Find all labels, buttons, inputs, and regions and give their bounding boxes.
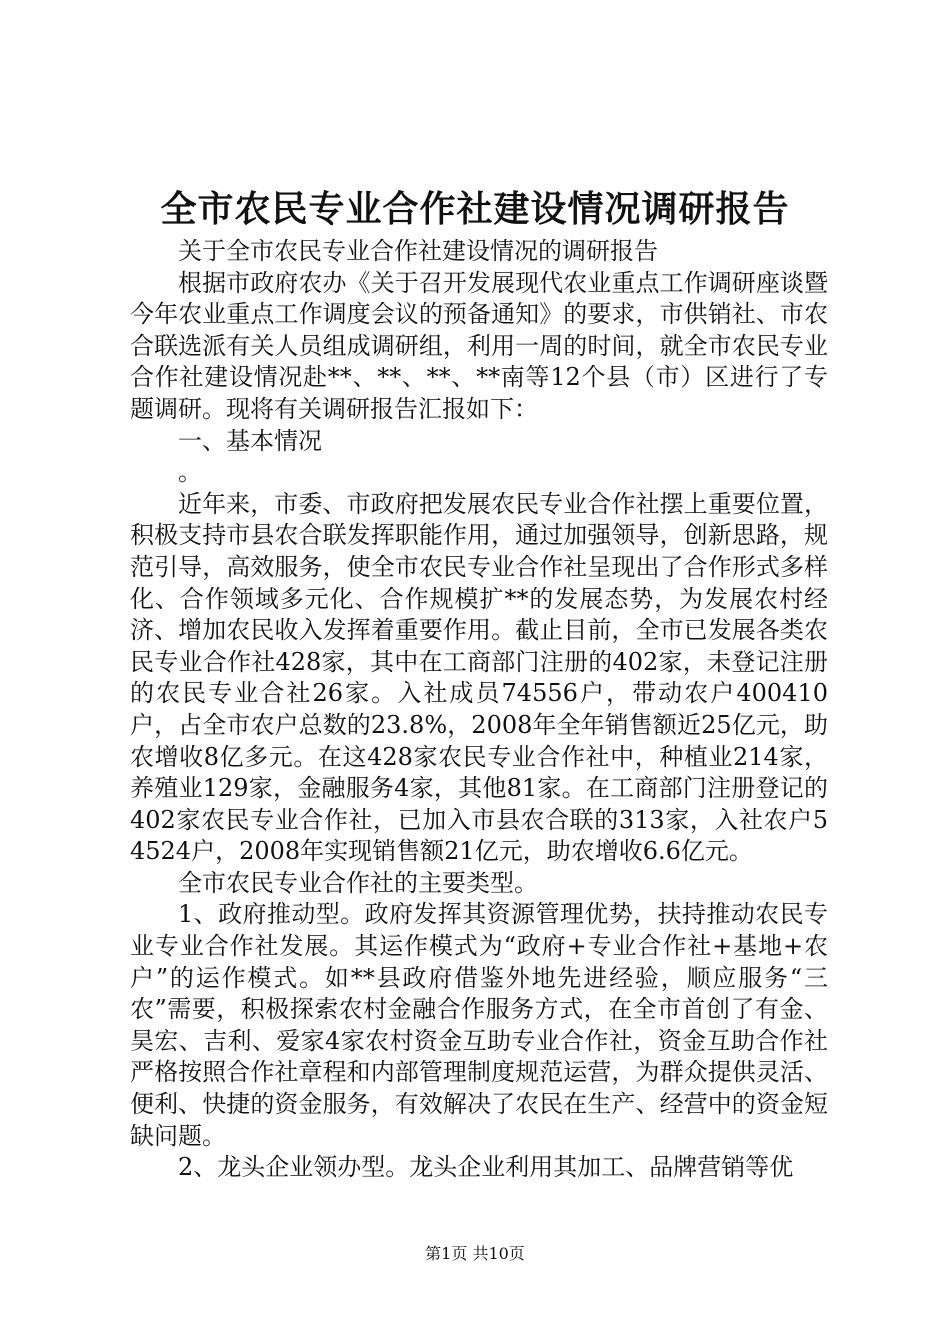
paragraph-period: 。 — [178, 458, 202, 487]
section-heading-basic: 一、基本情况 — [178, 426, 322, 455]
paragraph-types-heading: 全市农民专业合作社的主要类型。 — [178, 868, 538, 897]
paragraph-subtitle: 关于全市农民专业合作社建设情况的调研报告 — [178, 237, 658, 265]
paragraph-intro: 根据市政府农办《关于召开发展现代农业重点工作调研座谈暨今年农业重点工作调度会议的预备通知》的要求，市供销社、市农合联选派有关人员组成调研组，利用一周的时间，就全市农民专业合作社建设情况赴**、**、**、**南等12个县（市）区进行了专题调研。现将有关调研报告汇报如下： — [130, 268, 828, 423]
paragraph-type-2: 2、龙头企业领办型。龙头企业利用其加工、品牌营销等优 — [178, 1153, 794, 1182]
paragraph-overview: 近年来，市委、市政府把发展农民专业合作社摆上重要位置，积极支持市县农合联发挥职能作用，通过加强领导，创新思路，规范引导，高效服务，使全市农民专业合作社呈现出了合作形式多样化、合作领域多元化、合作规模扩**的发展态势，为发展农村经济、增加农民收入发挥着重要作用。截止目前，全市已发展各类农民专业合作社428家，其中在工商部门注册的402家，未登记注册的农民专业合社26家。入社成员74556户，带动农户400410户，占全市农户总数的23.8%，2008年全年销售额近25亿元，助农增收8亿多元。在这428家农民专业合作社中，种植业214家，养殖业129家，金融服务4家，其他81家。在工商部门注册登记的402家农民专业合作社，已加入市县农合联的313家，入社农户54524户，2008年实现销售额21亿元，助农增收6.6亿元。 — [130, 489, 828, 866]
paragraph-type-1: 1、政府推动型。政府发挥其资源管理优势，扶持推动农民专业专业合作社发展。其运作模式为“政府+专业合作社+基地+农户”的运作模式。如**县政府借鉴外地先进经验，顺应服务“三农”需要，积极探索农村金融合作服务方式，在全市首创了有金、昊宏、吉利、爱家4家农村资金互助专业合作社，资金互助合作社严格按照合作社章程和内部管理制度规范运营，为群众提供灵活、便利、快捷的资金服务，有效解决了农民在生产、经营中的资金短缺问题。 — [130, 900, 828, 1150]
document-title: 全市农民专业合作社建设情况调研报告 — [160, 188, 790, 230]
page-footer: 第1页 共10页 — [425, 1244, 525, 1263]
document-body — [130, 236, 828, 1184]
